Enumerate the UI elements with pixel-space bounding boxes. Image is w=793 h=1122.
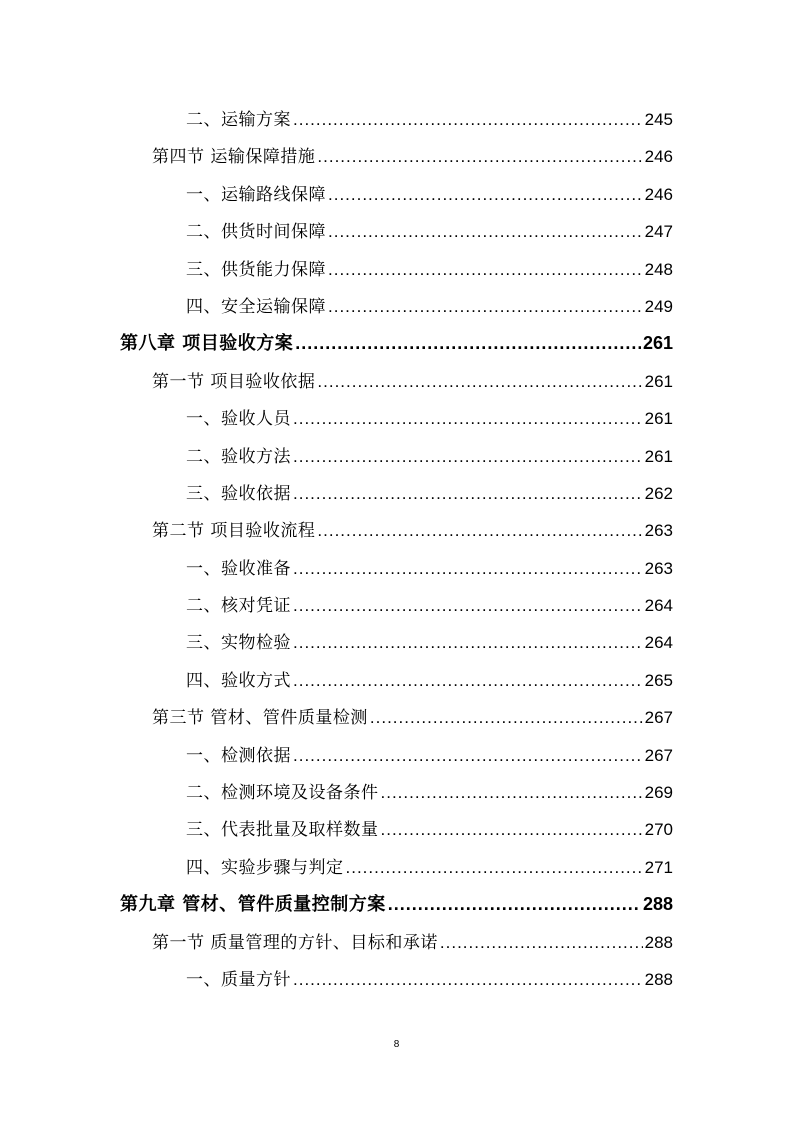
- toc-dot-leader: [293, 624, 643, 661]
- toc-page-number: 271: [644, 857, 673, 877]
- toc-dot-leader: [317, 138, 642, 175]
- toc-page-number: 245: [644, 110, 673, 129]
- toc-page-number: 261: [644, 371, 673, 391]
- toc-entry-title: 第四节 运输保障措施: [152, 147, 316, 168]
- toc-page-number: 265: [644, 670, 673, 690]
- toc-dot-leader: [317, 363, 642, 400]
- toc-subsection-entry[interactable]: [0, 400, 793, 437]
- toc-entry-title: 四、安全运输保障: [186, 296, 326, 317]
- toc-entry-title: 三、验收依据: [186, 483, 291, 504]
- toc-entry-title: 三、代表批量及取样数量: [186, 820, 379, 841]
- toc-entry-title: 第二节 项目验收流程: [152, 521, 316, 542]
- toc-dot-leader: [328, 176, 643, 213]
- toc-subsection-entry[interactable]: [0, 176, 793, 213]
- toc-entry-title: 三、供货能力保障: [186, 259, 326, 280]
- toc-subsection-entry[interactable]: [0, 213, 793, 250]
- toc-entry-title: 第一节 质量管理的方针、目标和承诺: [152, 932, 438, 953]
- toc-subsection-entry[interactable]: [0, 774, 793, 811]
- toc-page-number: 246: [644, 184, 673, 204]
- toc-dot-leader: [293, 662, 643, 699]
- toc-subsection-entry[interactable]: [0, 624, 793, 661]
- toc-page-number: 261: [644, 446, 673, 466]
- toc-dot-leader: [317, 512, 642, 549]
- page-number: 8: [393, 1039, 400, 1050]
- toc-subsection-entry[interactable]: [0, 662, 793, 699]
- toc-entry-title: 一、运输路线保障: [186, 184, 326, 205]
- toc-page-number: 263: [644, 521, 673, 541]
- toc-dot-leader: [346, 849, 643, 886]
- toc-page-number: 288: [642, 894, 673, 915]
- toc-page-number: 263: [644, 558, 673, 578]
- toc-entry-title: 第一节 项目验收依据: [152, 371, 316, 392]
- toc-entry-title: 一、质量方针: [186, 969, 291, 990]
- toc-entry-title: 二、运输方案: [186, 110, 291, 130]
- toc-dot-leader: [293, 475, 643, 512]
- toc-subsection-entry[interactable]: [0, 251, 793, 288]
- toc-entry-title: 二、检测环境及设备条件: [186, 783, 379, 804]
- toc-dot-leader: [440, 924, 643, 961]
- toc-dot-leader: [293, 587, 643, 624]
- toc-subsection-entry[interactable]: [0, 550, 793, 587]
- toc-dot-leader: [381, 811, 643, 848]
- toc-page-number: 248: [644, 259, 673, 279]
- toc-page-number: 267: [644, 708, 673, 728]
- toc-dot-leader: [293, 737, 643, 774]
- toc-dot-leader: [293, 961, 643, 998]
- toc-section-entry[interactable]: [0, 363, 793, 400]
- toc-entry-title: 一、验收人员: [186, 409, 291, 430]
- table-of-contents: [0, 101, 793, 998]
- toc-page-number: 270: [644, 820, 673, 840]
- toc-page-number: 246: [644, 147, 673, 167]
- toc-page-number: 269: [644, 783, 673, 803]
- toc-section-entry[interactable]: [0, 138, 793, 175]
- toc-subsection-entry[interactable]: [0, 737, 793, 774]
- toc-entry-title: 第三节 管材、管件质量检测: [152, 708, 368, 729]
- toc-dot-leader: [328, 251, 643, 288]
- toc-dot-leader: [328, 213, 643, 250]
- toc-dot-leader: [388, 886, 641, 923]
- toc-entry-title: 二、核对凭证: [186, 596, 291, 617]
- toc-subsection-entry[interactable]: [0, 101, 793, 138]
- toc-dot-leader: [328, 288, 643, 325]
- toc-subsection-entry[interactable]: [0, 475, 793, 512]
- toc-entry-title: 二、供货时间保障: [186, 222, 326, 243]
- toc-dot-leader: [370, 699, 643, 736]
- toc-page-number: 249: [644, 296, 673, 316]
- toc-dot-leader: [295, 325, 641, 362]
- toc-dot-leader: [293, 438, 643, 475]
- toc-dot-leader: [293, 400, 643, 437]
- toc-subsection-entry[interactable]: [0, 849, 793, 886]
- toc-page-number: 247: [644, 222, 673, 242]
- toc-entry-title: 四、实验步骤与判定: [186, 857, 344, 878]
- toc-entry-title: 三、实物检验: [186, 633, 291, 654]
- toc-entry-title: 第九章 管材、管件质量控制方案: [120, 894, 386, 916]
- toc-dot-leader: [293, 101, 643, 138]
- toc-entry-title: 一、验收准备: [186, 558, 291, 579]
- toc-entry-title: 第八章 项目验收方案: [120, 333, 294, 355]
- toc-subsection-entry[interactable]: [0, 961, 793, 998]
- toc-page-number: 264: [644, 596, 673, 616]
- toc-chapter-entry[interactable]: [0, 886, 793, 923]
- toc-page-number: 288: [644, 932, 673, 952]
- toc-entry-title: 四、验收方式: [186, 670, 291, 691]
- toc-page-number: 288: [644, 969, 673, 989]
- toc-section-entry[interactable]: [0, 924, 793, 961]
- toc-chapter-entry[interactable]: [0, 325, 793, 362]
- toc-subsection-entry[interactable]: [0, 288, 793, 325]
- toc-subsection-entry[interactable]: [0, 587, 793, 624]
- toc-entry-title: 二、验收方法: [186, 446, 291, 467]
- toc-page-number: 261: [642, 333, 673, 354]
- toc-section-entry[interactable]: [0, 699, 793, 736]
- toc-page-number: 262: [644, 483, 673, 503]
- toc-page-number: 261: [644, 409, 673, 429]
- toc-section-entry[interactable]: [0, 512, 793, 549]
- toc-dot-leader: [293, 550, 643, 587]
- toc-entry-title: 一、检测依据: [186, 745, 291, 766]
- toc-page-number: 264: [644, 633, 673, 653]
- toc-subsection-entry[interactable]: [0, 438, 793, 475]
- toc-page-number: 267: [644, 745, 673, 765]
- toc-subsection-entry[interactable]: [0, 811, 793, 848]
- toc-dot-leader: [381, 774, 643, 811]
